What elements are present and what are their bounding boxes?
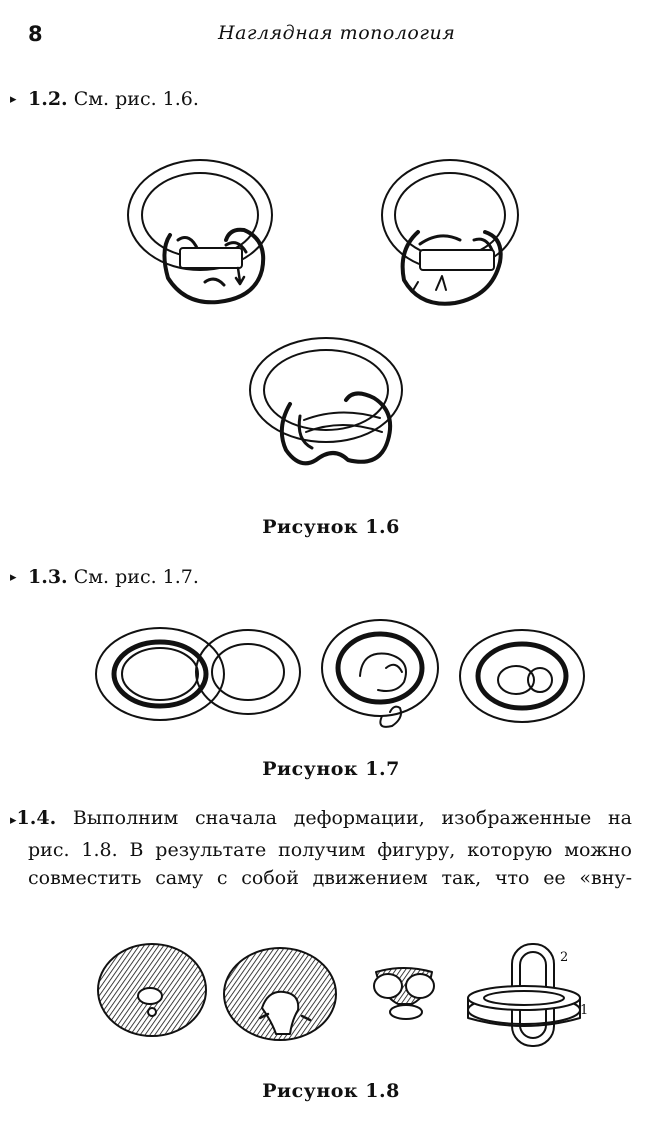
item-text: См. рис. 1.7. (73, 566, 199, 588)
figure-1-6-caption: Рисунок 1.6 (262, 516, 400, 538)
paragraph-line: рис. 1.8. В результате получим фигуру, которую можно (28, 838, 632, 861)
paragraph-line: совместить саму с собой движением так, что ее «вну- (28, 867, 632, 889)
item-number: 1.2. (28, 88, 68, 110)
triangle-marker-icon: ▸ (10, 92, 17, 107)
figure-label-1: 1 (580, 1003, 589, 1018)
figure-label-2: 2 (560, 950, 569, 965)
figure-1-8-caption: Рисунок 1.8 (262, 1080, 400, 1102)
item-text-line-1: Выполним сначала деформации, изображенные на (72, 807, 632, 829)
triangle-marker-icon: ▸ (10, 813, 17, 828)
triangle-marker-icon: ▸ (10, 570, 17, 585)
item-text: См. рис. 1.6. (73, 88, 199, 110)
page-number: 8 (28, 22, 43, 46)
item-number: 1.3. (28, 566, 68, 588)
item-number: 1.4. (16, 807, 57, 829)
figure-1-7-caption: Рисунок 1.7 (262, 758, 400, 780)
running-title: Наглядная топология (218, 22, 456, 44)
